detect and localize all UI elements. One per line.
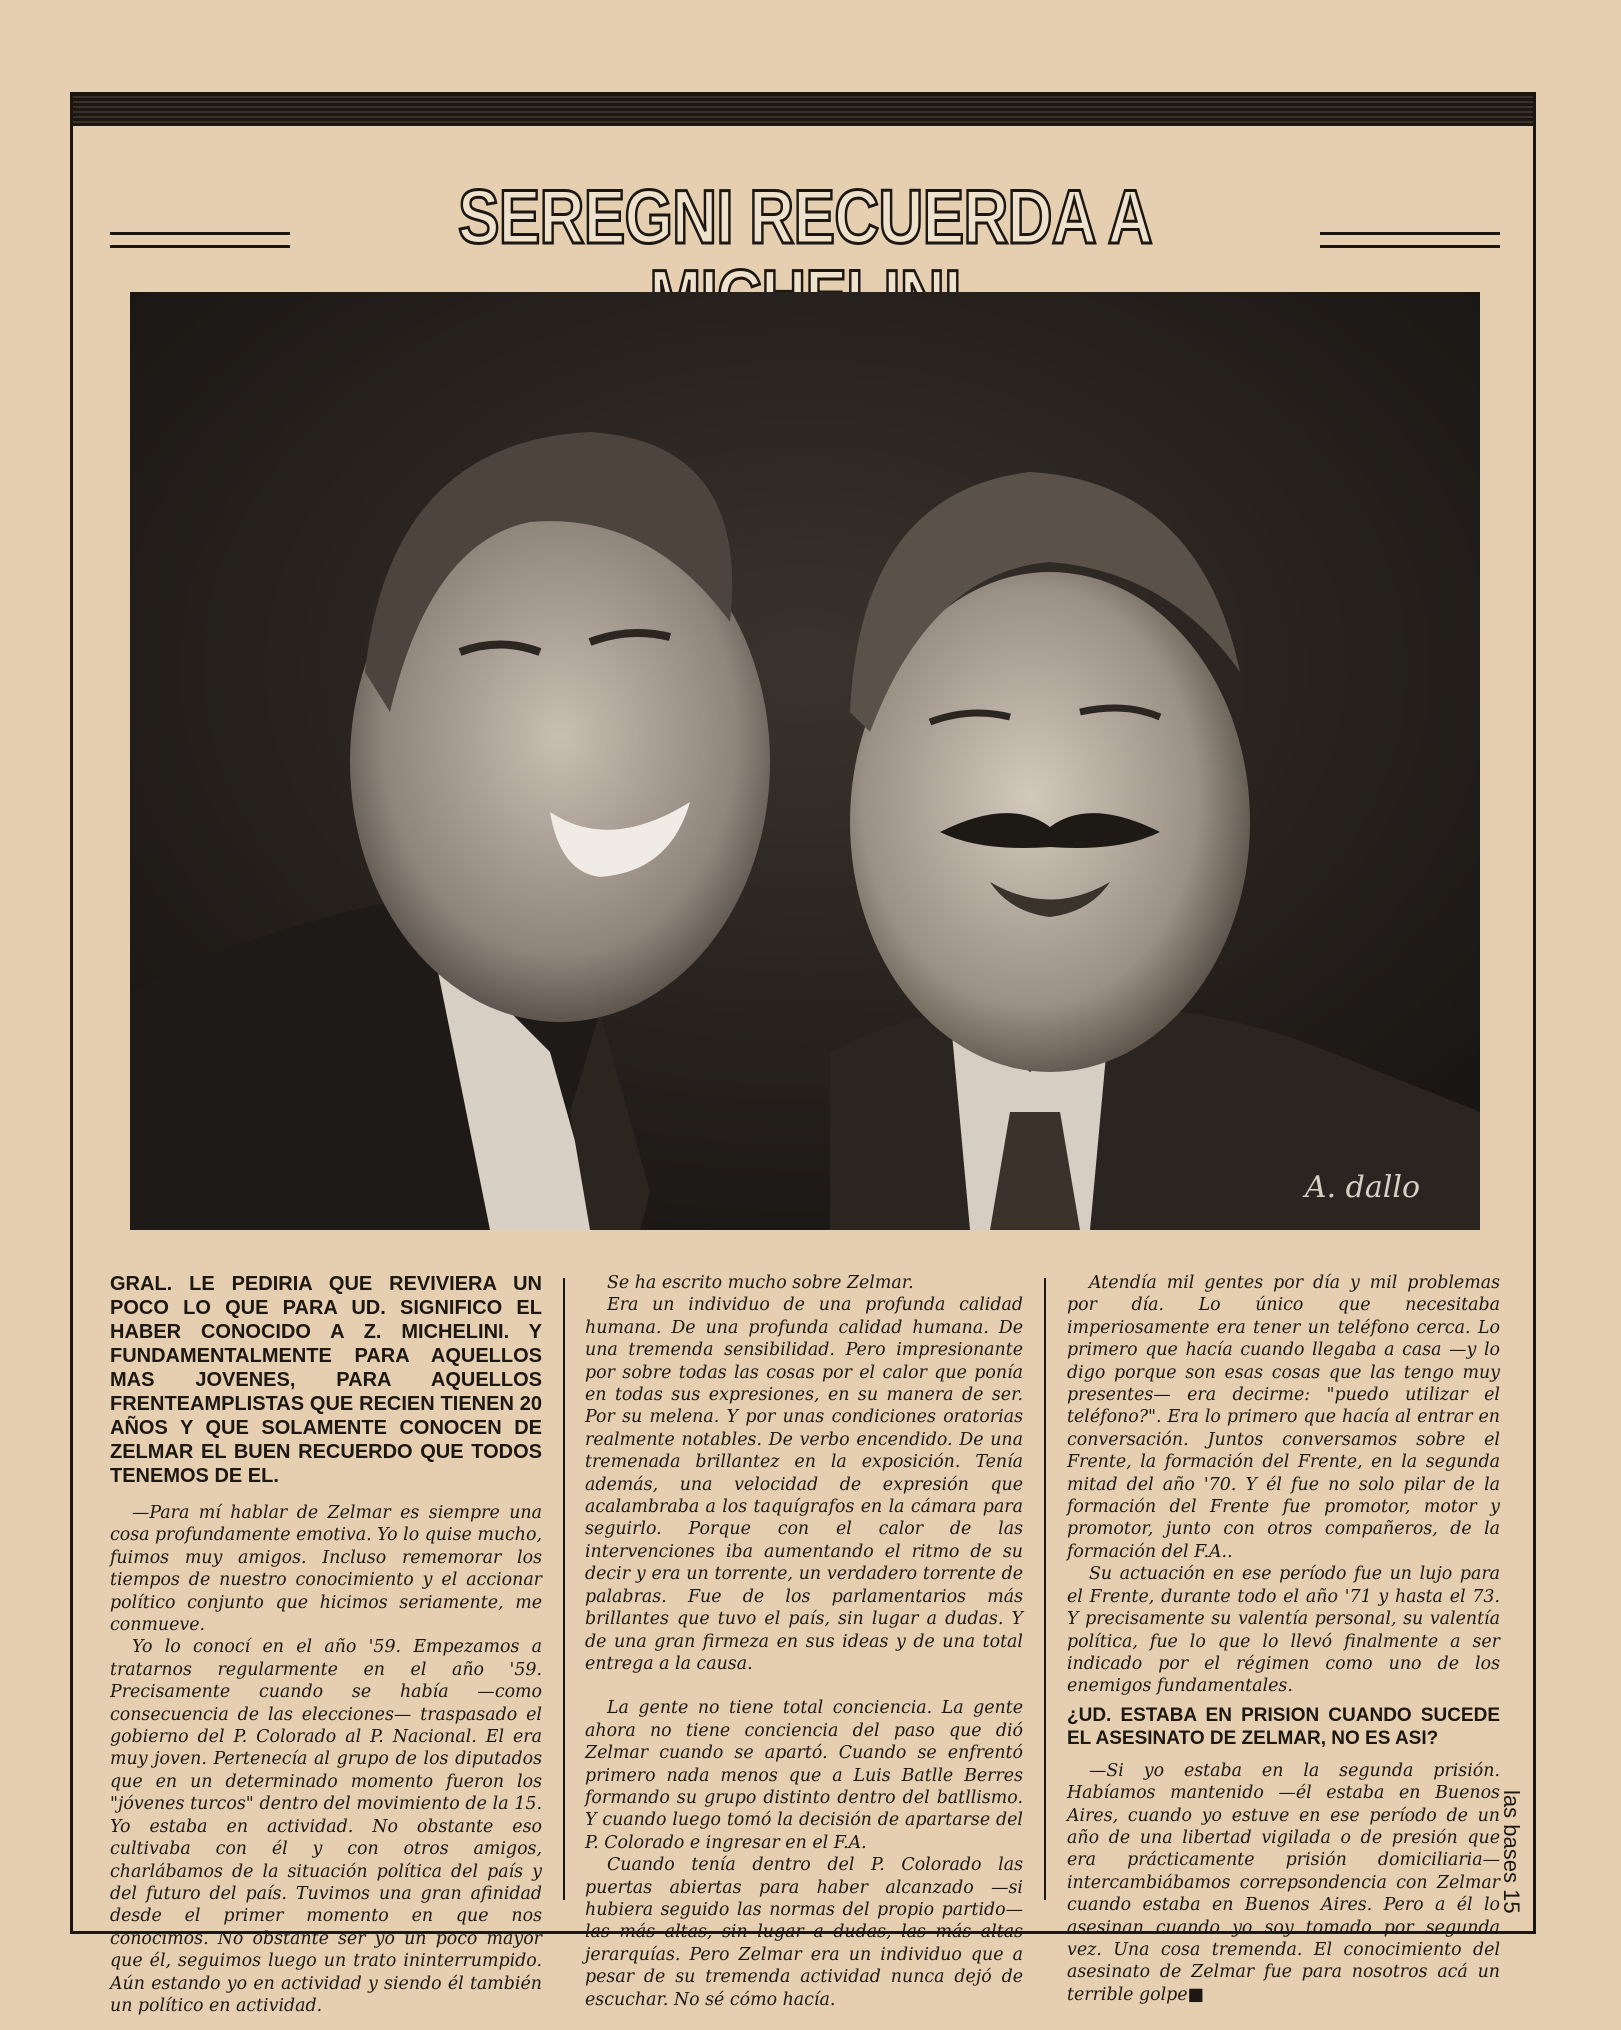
answer-paragraph: Su actuación en ese período fue un lujo para el Frente, durante todo el año '71 y hasta el 73. Y precisamente su valentía personal, su valentía política, fue lo que lo llevó finalmente a ser indicado por el régimen como uno de los enemigos fundamentales. <box>1067 1564 1500 1697</box>
headline: SEREGNI RECUERDA A <box>458 175 1152 260</box>
photo-seregni-michelini <box>130 292 1480 1230</box>
answer-paragraph: Yo lo conocí en el año '59. Empezamos a tratarnos regularmente en el año '59. Precisamente cuando se había —como consecuencia de las elecciones— traspasado el gobierno del P. Colorado al P. Nacional. El era muy joven. Pertenecía al grupo de los diputados que en un determinado momento fueron los "jóvenes turcos" dentro del movimiento de la 15. Yo estaba en actividad. No obstante eso cultivaba con él y con otros amigos, charlábamos de la situación política del país y del futuro del país. Tuvimos una gran afinidad desde el primer momento en que nos conocimos. No obstante ser yo un poco mayor que él, seguimos luego un trato ininterrumpido. Aún estando yo en actividad y siendo él también un político en actividad. <box>110 1637 542 2016</box>
interview-question-2: ¿UD. ESTABA EN PRISION CUANDO SUCEDE EL ASESINATO DE ZELMAR, NO ES ASI? <box>1067 1704 1500 1749</box>
interview-question-1: GRAL. LE PEDIRIA QUE REVIVIERA UN POCO LO QUE PARA UD. SIGNIFICO EL HABER CONOCIDO A Z. MICHELINI. Y FUNDAMENTALMENTE PARA AQUELLOS MAS JOVENES, PARA AQUELLOS FRENTEAMPLISTAS QUE RECIEN TIENEN 20 AÑOS Y QUE SOLAMENTE CONOCEN DE ZELMAR EL BUEN RECUERDO QUE TODOS TENEMOS DE EL. <box>110 1273 542 1487</box>
headline-rule-right <box>1320 232 1500 248</box>
answer-paragraph: Era un individuo de una profunda calidad humana. De una profunda calidad humana. De una tremenda sensibilidad. Pero impresionante por sobre todas las cosas por el calor que ponía en todas sus expresiones, en su manera de ser. Por su melena. Y por unas condiciones oratorias realmente notables. De verbo encendido. De una tremenada brillantez en la exposición. Tenía además, una velocidad de expresión que acalambraba a los taquígrafos en la cámara para seguirlo. Porque con el calor de las intervenciones iba aumentando el ritmo de su decir y era un torrente, un verdadero torrente de palabras. Fue de los parlamentarios más brillantes que tuvo el país, sin lugar a dudas. Y de una gran firmeza en sus ideas y de una total entrega a la causa. <box>585 1295 1023 1674</box>
answer-paragraph: —Si yo estaba en la segunda prisión. Habíamos mantenido —él estaba en Buenos Aires, cuando yo estuve en ese período de un año de una libertad vigilada o de presión que era prácticamente prisión domiciliaria— intercambiábamos correpsondencia con Zelmar cuando estaba en Buenos Aires. Pero a él lo asesinan cuando yo soy tomado por segunda vez. Una cosa tremenda. El conocimiento del asesinato de Zelmar fue para nosotros acá un terrible golpe■ <box>1067 1760 1500 2005</box>
answer-paragraph: Se ha escrito mucho sobre Zelmar. <box>607 1273 914 1293</box>
page-number: 15 <box>1499 1889 1524 1914</box>
column-3 <box>1067 1272 1500 2005</box>
article-body <box>110 1272 1500 2016</box>
answer-paragraph: —Para mí hablar de Zelmar es siempre una cosa profundamente emotiva. Yo lo quise mucho, fuimos muy amigos. Incluso rememorar los tiempos de nuestro conocimiento y el accionar político conjunto que hicimos seriamente, me conmueve. <box>110 1503 542 1636</box>
answer-paragraph: Atendía mil gentes por día y mil problemas por día. Lo único que necesitaba imperiosamente era tener un teléfono cerca. Lo primero que hacía cuando llegaba a casa —y lo digo porque son esas cosas que las tengo muy presentes— era decirme: "puedo utilizar el teléfono?". Era lo primero que hacía al entrar en conversación. Juntos conversamos sobre el Frente, la formación del Frente, en la segunda mitad del año '70. Y él fue no solo pilar de la formación del Frente fue promotor, motor y promotor, junto con otros compañeros, de la formación del F.A.. <box>1067 1273 1500 1562</box>
page-footer <box>1496 1790 1526 1950</box>
column-2 <box>585 1272 1023 2010</box>
photo-signature: A. dallo <box>1304 1170 1420 1205</box>
headline-block <box>110 175 1500 260</box>
photo-illustration <box>130 292 1480 1230</box>
answer-paragraph: La gente no tiene total conciencia. La gente ahora no tiene conciencia del paso que dió Zelmar cuando se apartó. Cuando se enfrentó primero nada menos que a Luis Batlle Berres formando su grupo distinto dentro del batllismo. Y cuando luego tomó la decisión de apartarse del P. Colorado e ingresar en el F.A. <box>585 1698 1023 1853</box>
column-divider <box>563 1278 565 1900</box>
headline-rule-left <box>110 232 290 248</box>
publication-name: las bases <box>1499 1790 1524 1883</box>
column-1 <box>110 1272 542 2016</box>
column-divider <box>1044 1278 1046 1900</box>
answer-paragraph: Cuando tenía dentro del P. Colorado las puertas abiertas para haber alcanzado —si hubiera seguido las normas del propio partido— las más altas, sin lugar a dudas, las más altas jerarquías. Pero Zelmar era un individuo que a pesar de su tremenda actividad nunca dejó de escuchar. No sé cómo hacía. <box>585 1855 1023 2010</box>
